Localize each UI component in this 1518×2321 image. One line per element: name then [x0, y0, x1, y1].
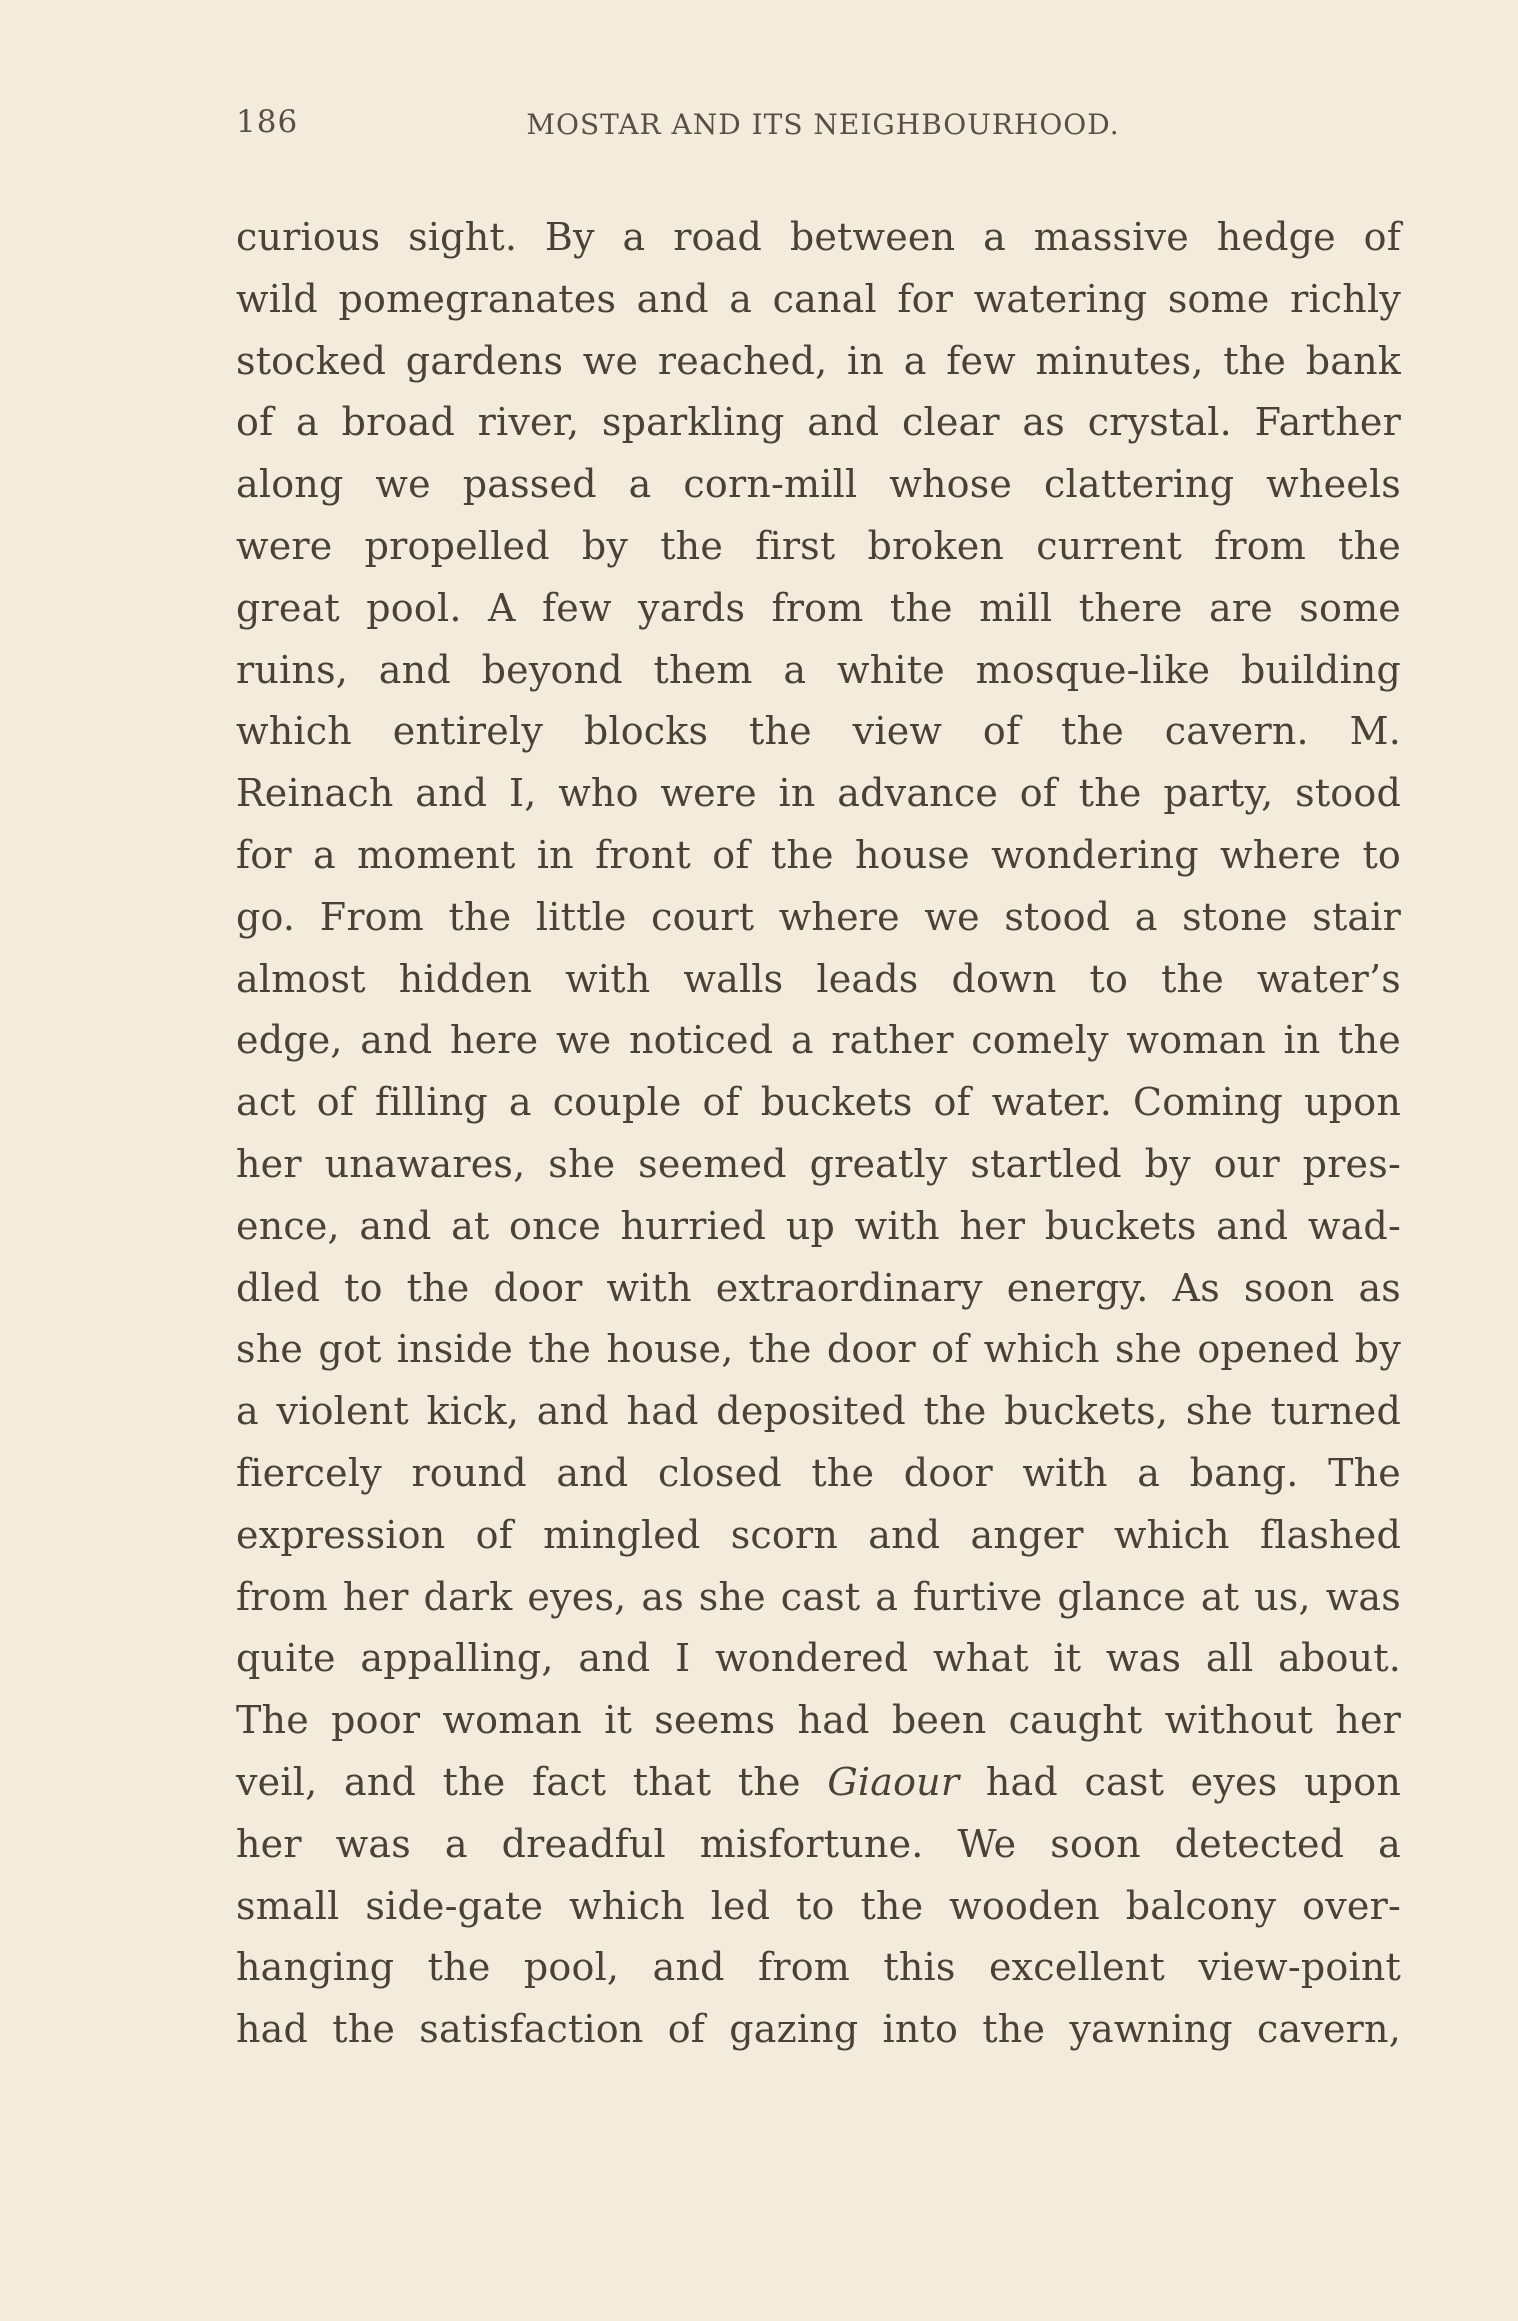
text-line: fiercely round and closed the door with a bang. The [236, 1450, 1401, 1495]
text-line: small side-gate which led to the wooden balcony over- [236, 1883, 1401, 1928]
text-line: she got inside the house, the door of which she opened by [236, 1327, 1401, 1372]
text-line: almost hidden with walls leads down to the water’s [236, 956, 1401, 1001]
text-line: go. From the little court where we stood a stone stair [236, 894, 1401, 939]
text-line: wild pomegranates and a canal for watering some richly [236, 276, 1401, 321]
text-line: expression of mingled scorn and anger which flashed [236, 1512, 1401, 1557]
text-line: quite appalling, and I wondered what it was all about. [236, 1636, 1401, 1681]
body-text [236, 207, 1401, 2061]
text-line: stocked gardens we reached, in a few minutes, the bank [236, 338, 1401, 383]
running-title: MOSTAR AND ITS NEIGHBOURHOOD. [526, 108, 1120, 141]
text-line: curious sight. By a road between a massive hedge of [236, 215, 1401, 259]
text-line: ence, and at once hurried up with her buckets and wad- [236, 1203, 1401, 1248]
text-line: edge, and here we noticed a rather comely woman in the [236, 1018, 1401, 1063]
text-line: The poor woman it seems had been caught without her [236, 1698, 1401, 1743]
text-segment: veil, and the fact that the [236, 1759, 801, 1804]
text-line: Reinach and I, who were in advance of the party, stood [236, 771, 1401, 816]
text-line: which entirely blocks the view of the cavern. M. [236, 709, 1401, 754]
text-line: along we passed a corn-mill whose clattering wheels [236, 462, 1401, 507]
text-line: her unawares, she seemed greatly startled by our pres- [236, 1141, 1401, 1186]
text-line: great pool. A few yards from the mill there are some [236, 585, 1401, 630]
text-line-with-italic [236, 1752, 1401, 1814]
italic-word: Giaour [827, 1759, 960, 1804]
text-line: a violent kick, and had deposited the buckets, she turned [236, 1389, 1401, 1434]
text-line: for a moment in front of the house wondering where to [236, 832, 1401, 877]
text-line: from her dark eyes, as she cast a furtive glance at us, was [236, 1574, 1401, 1619]
page-number: 186 [236, 104, 299, 140]
text-line: of a broad river, sparkling and clear as crystal. Farther [236, 400, 1401, 445]
text-line: act of filling a couple of buckets of water. Coming upon [236, 1080, 1401, 1125]
text-line: were propelled by the first broken current from the [236, 523, 1401, 568]
text-line: her was a dreadful misfortune. We soon detected a [236, 1821, 1401, 1866]
text-line: hanging the pool, and from this excellent view-point [236, 1945, 1401, 1990]
text-line: dled to the door with extraordinary energy. As soon as [236, 1265, 1401, 1310]
text-segment: had cast eyes upon [985, 1759, 1401, 1804]
text-line: ruins, and beyond them a white mosque-like building [236, 647, 1401, 692]
text-line: had the satisfaction of gazing into the yawning cavern, [236, 2007, 1401, 2052]
